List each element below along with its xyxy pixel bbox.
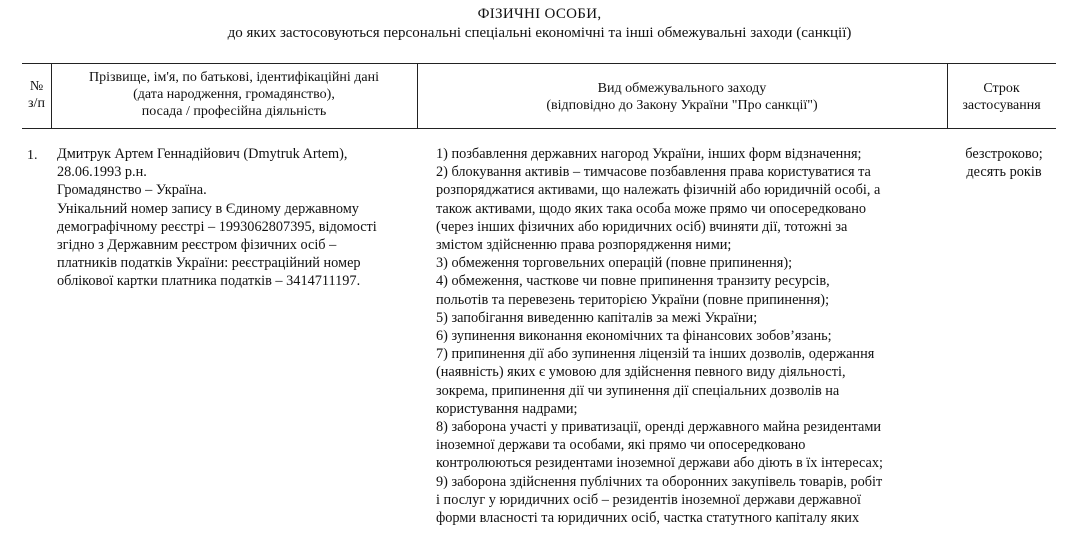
measure-line: змістом здійсненню права розпорядження ними; (436, 237, 732, 254)
measure-line: польотів та перевезень територією України (повне припинення); (436, 291, 830, 308)
person-details (57, 145, 432, 291)
header-person: Прізвище, ім'я, по батькові, ідентифікаційні дані (дата народження, громадянство), посада / професійна діяльність (89, 70, 379, 119)
measure-line: користування надрами; (436, 400, 578, 417)
table-header-rule (22, 128, 1056, 129)
measure-line: форми власності та юридичних осіб, частка статутного капіталу яких (436, 510, 860, 527)
measure-line: 3) обмеження торговельних операцій (повне припинення); (436, 255, 793, 272)
measure-line: 2) блокування активів – тимчасове позбавлення права користуватися та (436, 164, 871, 181)
measure-line: іноземної держави та особами, які прямо чи опосередковано (436, 437, 806, 454)
term-of-application (954, 145, 1054, 181)
person-line: згідно з Державним реєстром фізичних осіб – (57, 237, 337, 254)
measure-line: (через інших фізичних або юридичних осіб) вчиняти дії, тотожні за (436, 218, 848, 235)
measure-line: 7) припинення дії або зупинення ліцензій та інших дозволів, одержання (436, 346, 875, 363)
person-line: Громадянство – Україна. (57, 182, 207, 199)
person-line: облікової картки платника податків – 3414711197. (57, 273, 361, 290)
document-title: ФІЗИЧНІ ОСОБИ, (477, 6, 602, 22)
header-measure: Вид обмежувального заходу (відповідно до Закону України "Про санкції") (546, 81, 818, 113)
measure-line: 9) заборона здійснення публічних та оборонних закупівель товарів, робіт (436, 473, 883, 490)
measure-line: 8) заборона участі у приватизації, оренді державного майна резидентами (436, 419, 882, 436)
row-number: 1. (27, 148, 38, 163)
person-line: Унікальний номер запису в Єдиному державному (57, 200, 359, 217)
measure-line: 5) запобігання виведенню капіталів за межі України; (436, 309, 758, 326)
person-line: платників податків України: реєстраційний номер (57, 255, 361, 272)
person-line: демографічному реєстрі – 1993062807395, відомості (57, 218, 377, 235)
measure-line: також активами, щодо яких така особа може прямо чи опосередковано (436, 200, 867, 217)
header-number: № з/п (28, 79, 45, 111)
table-top-rule (22, 63, 1056, 64)
measure-line: розпоряджатися активами, що належать фізичній або юридичній особі, а (436, 182, 881, 199)
measure-line: (наявність) яких є умовою для здійснення певного виду діяльності, (436, 364, 846, 381)
measure-line: 1) позбавлення державних нагород України, інших форм відзначення; (436, 146, 862, 162)
measure-line: зокрема, припинення дії чи зупинення дії спеціальних дозволів на (436, 382, 840, 399)
measure-list (436, 145, 956, 527)
header-term: Строк застосування (962, 81, 1041, 113)
document-subtitle: до яких застосовуються персональні спеціальні економічні та інші обмежувальні заходи (санкції) (227, 25, 852, 41)
measure-line: 4) обмеження, часткове чи повне припинення транзиту ресурсів, (436, 273, 830, 290)
measure-line: 6) зупинення виконання економічних та фінансових зобов’язань; (436, 328, 832, 345)
person-line: Дмитрук Артем Геннадійович (Dmytruk Artem), (57, 146, 348, 162)
term-line: безстроково; (965, 146, 1043, 162)
measure-line: і послуг у юридичних осіб – резидентів іноземної держави державної (436, 491, 861, 508)
measure-line: контролюються резидентами іноземної держави або діють в їх інтересах; (436, 455, 884, 472)
term-line: десять років (966, 164, 1042, 181)
person-line: 28.06.1993 р.н. (57, 164, 147, 181)
